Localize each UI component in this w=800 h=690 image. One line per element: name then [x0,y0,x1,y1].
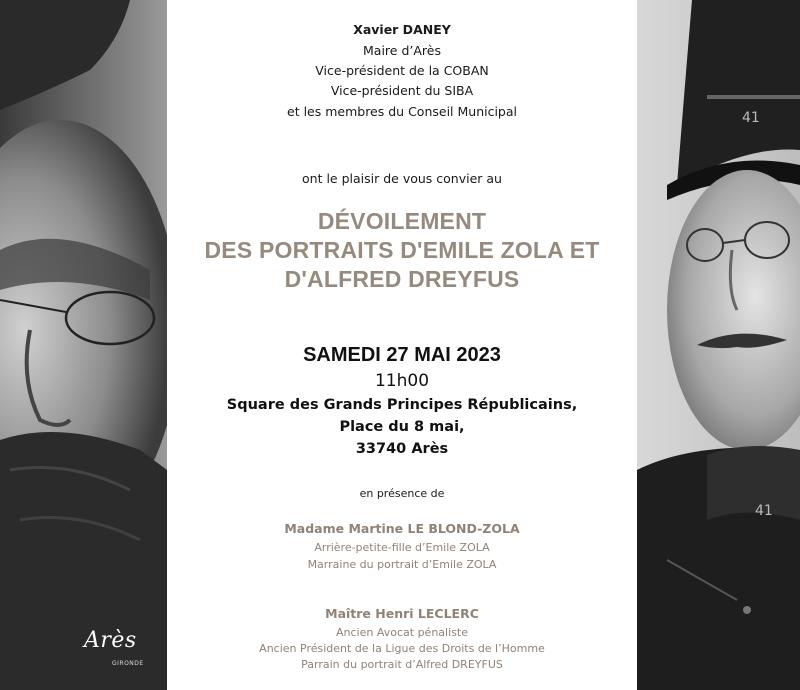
event-time: 11h00 [374,371,430,391]
host-title-line: Maire d’Arès [363,43,441,58]
guest-role-line: Ancien Avocat pénaliste [336,626,468,639]
guest-name: Maître Henri LECLERC [325,606,479,621]
guest-role-line: Ancien Président de la Ligue des Droits de l’Homme [259,642,545,655]
portrait-zola-photo [0,0,167,690]
ares-logo-subtext: GIRONDE [112,660,144,667]
host-title-line: et les membres du Conseil Municipal [287,104,517,119]
host-title-line: Vice-président de la COBAN [315,63,489,78]
svg-text:41: 41 [755,503,773,519]
event-title-line: DÉVOILEMENT [317,208,487,234]
presence-text: en présence de [359,487,445,500]
event-title-line: D'ALFRED DREYFUS [284,266,520,292]
invitation-content [167,0,637,690]
event-address-line: 33740 Arès [355,441,449,457]
ares-logo: Arès [84,628,137,653]
event-address-line: Square des Grands Principes Républicains, [226,397,578,413]
guest-role-line: Parrain du portrait d’Alfred DREYFUS [301,658,503,671]
event-address-line: Place du 8 mai, [339,419,465,435]
event-date: SAMEDI 27 MAI 2023 [303,344,501,366]
host-name: Xavier DANEY [353,22,451,37]
guest-name: Madame Martine LE BLOND-ZOLA [284,521,520,536]
event-title-line: DES PORTRAITS D'EMILE ZOLA ET [204,237,600,263]
guest-role-line: Arrière-petite-fille d’Emile ZOLA [314,541,490,554]
portrait-dreyfus-photo [637,0,800,690]
guest-role-line: Marraine du portrait d’Emile ZOLA [307,558,497,571]
svg-text:41: 41 [742,110,760,126]
invitation-text: ont le plaisir de vous convier au [302,171,502,186]
host-title-line: Vice-président du SIBA [330,83,474,98]
